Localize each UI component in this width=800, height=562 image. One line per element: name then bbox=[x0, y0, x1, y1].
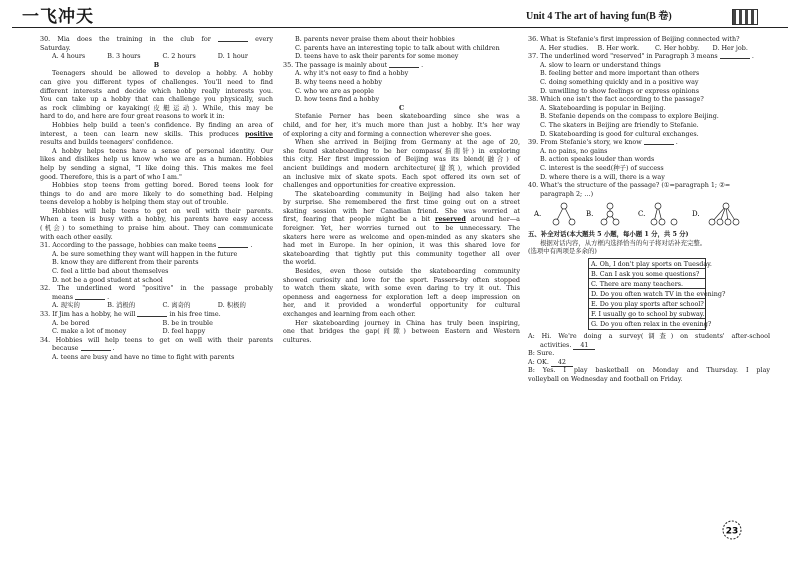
line-text: D. Skateboarding is good for cultural exchanges. bbox=[540, 129, 699, 138]
line-text: an inclusive mix of skate spots. Each spot offered its own set of bbox=[283, 172, 520, 181]
line-text: her, and it provided a wonderful opportunity for cultural bbox=[283, 301, 520, 310]
line-text: The skateboarding community in Beijing had also taken her bbox=[295, 189, 520, 198]
line-text: things to do and are more likely to do something bad. Helping bbox=[40, 189, 273, 198]
text-line bbox=[528, 181, 770, 190]
text-line bbox=[40, 173, 273, 182]
text-line bbox=[40, 336, 273, 345]
line-text: B: Yes. I play basketball on Monday and Thursday. I play bbox=[528, 366, 770, 375]
text-line bbox=[528, 155, 770, 164]
text-line bbox=[283, 69, 520, 78]
diagram-node bbox=[569, 219, 575, 225]
answer-blank bbox=[644, 138, 674, 145]
text-line bbox=[528, 35, 770, 44]
text-line bbox=[283, 336, 520, 345]
unit-title: Unit 4 The art of having fun(B 卷) bbox=[526, 11, 672, 22]
text-line bbox=[528, 130, 770, 139]
line-text: by surprise. She remembered the first time going out on a street bbox=[283, 198, 520, 207]
line-text: B. parents never praise them about their hobbies bbox=[295, 35, 455, 43]
line-text: Her skateboarding journey in China has truly been inspiring, bbox=[295, 318, 520, 327]
line-text: because bbox=[52, 344, 79, 353]
answer-blank bbox=[218, 241, 248, 248]
option-text: B. Her work. bbox=[597, 43, 639, 52]
structure-diagrams bbox=[528, 202, 770, 226]
line-text: good. Therefore, this is a part of who I am." bbox=[40, 172, 182, 181]
text-line bbox=[283, 207, 520, 216]
line-text: challenges and opportunities for creative expression. bbox=[283, 181, 456, 190]
text-line bbox=[283, 164, 520, 173]
line-text: D. how teens find a hobby bbox=[295, 95, 380, 104]
answer-blank bbox=[720, 52, 750, 59]
text-line bbox=[40, 78, 273, 87]
line-text: C bbox=[398, 103, 405, 112]
option-text: D. feel happy bbox=[162, 327, 206, 336]
text-line bbox=[528, 69, 770, 78]
diagram-node bbox=[607, 211, 613, 217]
answer-blank bbox=[81, 344, 111, 351]
line-text: foreigner. Yet, her worries turned out to be unnecessary. The bbox=[283, 224, 520, 233]
text-line bbox=[528, 349, 770, 358]
diagram-node bbox=[659, 219, 665, 225]
line-text: A: Hi. We're doing a survey(调查) on students' after-school bbox=[528, 332, 770, 341]
line-text: A hobby helps teens have a sense of personal identity. Our bbox=[52, 146, 273, 155]
text-line bbox=[528, 104, 770, 113]
text-line bbox=[40, 130, 273, 139]
checker-logo-icon bbox=[732, 9, 758, 25]
text-line bbox=[528, 164, 770, 173]
line-text: 35. The passage is mainly about bbox=[283, 60, 388, 69]
dialogue-option: F. I usually go to school by subway. bbox=[591, 310, 705, 319]
text-line bbox=[283, 112, 520, 121]
dialogue-option: E. Do you play sports after school? bbox=[591, 300, 704, 309]
text-line bbox=[283, 224, 520, 233]
line-text: Stefanie Perner has been skateboarding since she was a bbox=[295, 112, 520, 121]
line-text: 36. What is Stefanie's first impression of Beijing connected with? bbox=[528, 35, 740, 43]
text-line bbox=[283, 173, 520, 182]
line-text: as rock climbing or kayaking(皮艇运动). While, this may be bbox=[40, 103, 273, 112]
line-text: A. no pains, no gains bbox=[540, 146, 608, 155]
text-line bbox=[40, 147, 273, 156]
text-line bbox=[528, 247, 770, 256]
text-line bbox=[40, 344, 273, 353]
option-text: C. make a lot of money bbox=[52, 327, 127, 336]
text-line bbox=[283, 190, 520, 199]
line-text: A. why it's not easy to find a hobby bbox=[295, 69, 409, 78]
line-text: When she arrived in Beijing from Germany at the age of 20, bbox=[295, 138, 520, 147]
text-line bbox=[283, 78, 520, 87]
text-line bbox=[283, 327, 520, 336]
line-text: first, fearing that people might be a bit bbox=[283, 215, 431, 224]
option-row bbox=[40, 327, 273, 336]
dialogue-option: G. Do you often relax in the evening? bbox=[591, 320, 712, 329]
answer-number: 42 bbox=[551, 358, 573, 368]
text-line bbox=[283, 121, 520, 130]
option-text: C. 离奇的 bbox=[162, 301, 191, 310]
page-number-badge bbox=[718, 516, 746, 544]
text-line bbox=[40, 310, 273, 319]
text-line bbox=[528, 95, 770, 104]
diagram-node bbox=[561, 203, 567, 209]
text-line bbox=[283, 155, 520, 164]
text-line bbox=[528, 230, 770, 239]
text-line bbox=[528, 190, 770, 199]
line-text: can give you different types of challenges. You'll need to find bbox=[40, 77, 273, 86]
text-line bbox=[283, 198, 520, 207]
line-tail: every bbox=[255, 35, 273, 43]
text-line bbox=[283, 95, 520, 104]
answer-number: 41 bbox=[573, 341, 595, 351]
diagram-node bbox=[725, 219, 731, 225]
text-line bbox=[528, 52, 770, 61]
option-text: B. be in trouble bbox=[162, 318, 213, 327]
line-text: 五、补全对话(本大题共 5 小题，每小题 1 分，共 5 分) bbox=[528, 230, 689, 239]
option-text: B. 3 hours bbox=[107, 52, 141, 61]
text-line bbox=[283, 301, 520, 310]
dialogue-option: A. Oh, I don't play sports on Tuesday. bbox=[591, 260, 712, 269]
diagram-option-label: B. bbox=[586, 210, 594, 219]
line-text: 33. If Jim has a hobby, he will bbox=[40, 310, 136, 318]
text-line bbox=[283, 241, 520, 250]
text-line bbox=[283, 61, 520, 70]
line-text: B. feeling better and more important than others bbox=[540, 69, 700, 78]
line-tail: . bbox=[675, 138, 678, 147]
text-line bbox=[283, 104, 520, 113]
line-text: 34. Hobbies will help teens to get on well with their parents bbox=[40, 335, 273, 344]
text-line bbox=[40, 95, 273, 104]
option-text: D. 1 hour bbox=[217, 52, 248, 61]
line-text: C. parents have an interesting topic to talk about with children bbox=[295, 43, 500, 52]
line-text: 31. According to the passage, hobbies can make teens bbox=[40, 241, 217, 250]
line-text: C. interest is the seed(种子) of success bbox=[540, 163, 664, 172]
option-text: A. 现实的 bbox=[52, 301, 80, 310]
text-line bbox=[40, 138, 273, 147]
line-text: You can take up a hobby that can challenge you physically, such bbox=[40, 95, 273, 104]
answer-blank bbox=[218, 35, 248, 42]
line-text: B bbox=[153, 60, 160, 69]
text-line bbox=[40, 198, 273, 207]
diagram-node bbox=[607, 203, 613, 209]
text-line bbox=[528, 138, 770, 147]
line-tail: . bbox=[751, 52, 754, 61]
line-text: she found skateboarding to be her compass(指南针) in exploring bbox=[283, 146, 520, 155]
diagram-node bbox=[613, 219, 619, 225]
line-text: D. not be a good student at school bbox=[52, 275, 163, 284]
text-line bbox=[40, 284, 273, 293]
structure-diagram-svg bbox=[528, 202, 748, 226]
text-line bbox=[283, 52, 520, 61]
diagram-node bbox=[717, 219, 723, 225]
line-text: child, and for her, it's much more than just a hobby. It's her way bbox=[283, 120, 520, 129]
line-text: C. doing something quickly and in a positive way bbox=[540, 77, 699, 86]
text-line bbox=[40, 87, 273, 96]
option-text: D. Her job. bbox=[712, 43, 748, 52]
line-text: of exploring a city and forming a connection wherever she goes. bbox=[283, 129, 492, 138]
diagram-node bbox=[553, 219, 559, 225]
option-text: C. Her hobby. bbox=[655, 43, 700, 52]
text-line bbox=[40, 164, 273, 173]
text-line bbox=[528, 332, 770, 341]
diagram-node bbox=[723, 203, 729, 209]
line-text: Besides, even those outside the skateboarding community bbox=[295, 267, 520, 276]
line-text: C. The skaters in Beijing are friendly to Stefanie. bbox=[540, 120, 699, 129]
line-text: B: Sure. bbox=[528, 349, 555, 358]
text-line bbox=[528, 366, 770, 375]
line-text: Hobbies stop teens from getting bored. Bored teens look for bbox=[52, 181, 273, 190]
text-line bbox=[40, 121, 273, 130]
line-text: with each other easily. bbox=[40, 232, 113, 241]
line-text: means bbox=[52, 292, 74, 301]
column-right bbox=[528, 35, 770, 384]
text-line bbox=[528, 78, 770, 87]
line-tail: around her—a bbox=[470, 215, 520, 224]
text-line bbox=[40, 181, 273, 190]
line-text: this city. Her first impression of Beijing was its blend(融合) of bbox=[283, 155, 520, 164]
line-text: openness and eagerness for exploration left a deep impression on bbox=[283, 292, 520, 301]
text-line bbox=[283, 276, 520, 285]
diagram-option-label: D. bbox=[692, 210, 700, 219]
line-text: A. teens are busy and have no time to fight with parents bbox=[52, 352, 235, 361]
text-line bbox=[40, 267, 273, 276]
brand-logo: 一飞冲天 bbox=[22, 7, 94, 27]
line-text: D. teens have to ask their parents for some money bbox=[295, 52, 459, 61]
line-text: results and builds teenagers' confidence. bbox=[40, 138, 174, 147]
text-line bbox=[40, 44, 273, 53]
line-text: 40. What's the structure of the passage? (①=paragraph 1; ②= bbox=[528, 181, 731, 190]
text-line bbox=[283, 250, 520, 259]
line-text: A. Skateboarding is popular in Beijing. bbox=[540, 103, 666, 112]
line-text: A. slow to learn or understand things bbox=[540, 60, 661, 69]
option-text: A. be bored bbox=[52, 318, 90, 327]
dialogue-options-box bbox=[588, 258, 726, 330]
text-line bbox=[40, 69, 273, 78]
line-text: When a teen is busy with a hobby, his parents have easy access bbox=[40, 215, 273, 224]
line-tail: in his free time. bbox=[169, 310, 221, 318]
line-text: ancient buildings and modern architecture(建筑), which provided bbox=[283, 163, 520, 172]
option-text: A. 4 hours bbox=[52, 52, 86, 61]
line-text: 37. The underlined word "reserved" in Paragraph 3 means bbox=[528, 52, 718, 61]
diagram-node bbox=[709, 219, 715, 225]
text-line bbox=[528, 375, 770, 384]
line-text: activities. bbox=[540, 340, 572, 349]
underlined-word: positive bbox=[245, 129, 273, 138]
diagram-node bbox=[733, 219, 739, 225]
page-header bbox=[8, 6, 792, 28]
option-text: D. 积极的 bbox=[217, 301, 246, 310]
text-line bbox=[283, 319, 520, 328]
text-line bbox=[528, 61, 770, 70]
page-number: 23 bbox=[725, 526, 739, 537]
line-text: B. action speaks louder than words bbox=[540, 155, 655, 164]
text-line bbox=[40, 215, 273, 224]
line-text: one that bridges the gap(间隙) between Eastern and Western bbox=[283, 327, 520, 336]
diagram-option-label: C. bbox=[638, 210, 646, 219]
text-line bbox=[40, 353, 273, 362]
text-line bbox=[283, 35, 520, 44]
text-line bbox=[40, 241, 273, 250]
header-divider bbox=[12, 27, 788, 28]
text-line bbox=[40, 155, 273, 164]
line-text: 根据对话内容，从方框内选择恰当的句子将对话补充完整。 bbox=[540, 238, 707, 247]
line-text: Hobbies will help teens to get on well with their parents. bbox=[52, 206, 273, 215]
dialogue-option: B. Can I ask you some questions? bbox=[589, 269, 705, 279]
text-line bbox=[283, 44, 520, 53]
text-line bbox=[528, 147, 770, 156]
option-row bbox=[40, 319, 273, 328]
underlined-word: reserved bbox=[435, 215, 466, 224]
text-line bbox=[283, 310, 520, 319]
line-text: A. be sure something they want will happen in the future bbox=[52, 249, 238, 258]
line-text: 39. From Stefanie's story, we know bbox=[528, 138, 642, 147]
line-text: different interests and decide which hobby really interests you. bbox=[40, 86, 273, 95]
text-line bbox=[40, 276, 273, 285]
text-line bbox=[283, 258, 520, 267]
line-text: help by sending a signal, "I like doing this. This makes me feel bbox=[40, 163, 273, 172]
text-line bbox=[528, 87, 770, 96]
text-line bbox=[283, 233, 520, 242]
line-text: teens develop a hobby is helping them stay out of trouble. bbox=[40, 198, 229, 207]
line-text: hard to do, and here are four great reasons to work it in: bbox=[40, 112, 225, 121]
line-text: volleyball on Wednesday and football on Friday. bbox=[528, 375, 683, 384]
line-text: had met in Europe. In her opinion, it was this shared love for bbox=[283, 241, 520, 250]
text-line bbox=[528, 358, 770, 367]
text-line bbox=[40, 258, 273, 267]
text-line bbox=[283, 130, 520, 139]
diagram-option-label: A. bbox=[534, 210, 542, 219]
text-line bbox=[40, 207, 273, 216]
diagram-node bbox=[655, 203, 661, 209]
line-text: likes and dislikes help us know who we are as a human. Hobbies bbox=[40, 155, 273, 164]
text-line bbox=[40, 104, 273, 113]
text-line bbox=[40, 112, 273, 121]
option-row bbox=[528, 44, 770, 53]
line-tail: . bbox=[421, 60, 424, 69]
text-line bbox=[283, 215, 520, 224]
line-text: D. unwilling to show feelings or express opinions bbox=[540, 86, 700, 95]
line-text: B. Stefanie depends on the compass to explore Beijing. bbox=[540, 112, 719, 121]
option-text: A. Her studies. bbox=[540, 43, 589, 52]
line-text: (选项中有两项是多余的) bbox=[528, 247, 597, 256]
text-line bbox=[283, 284, 520, 293]
line-text: exchanges and learning from each other. bbox=[283, 310, 416, 318]
line-text: D. where there is a will, there is a way bbox=[540, 172, 665, 181]
line-text: 32. The underlined word "positive" in the passage probably bbox=[40, 284, 273, 293]
text-line bbox=[40, 61, 273, 70]
column-middle bbox=[283, 35, 520, 344]
line-text: skateboarding that tightly put this community together all over bbox=[283, 249, 520, 258]
line-tail: . bbox=[107, 292, 110, 301]
line-text: A: OK. bbox=[528, 357, 549, 366]
text-line bbox=[40, 35, 273, 44]
text-line bbox=[528, 121, 770, 130]
line-tail: . bbox=[112, 344, 115, 353]
option-text: B. 消极的 bbox=[107, 301, 136, 310]
text-line bbox=[283, 138, 520, 147]
text-line bbox=[528, 112, 770, 121]
line-text: cultures. bbox=[283, 335, 312, 344]
diagram-node bbox=[671, 219, 677, 225]
line-text: Teenagers should be allowed to develop a hobby. A hobby bbox=[52, 69, 273, 78]
text-line bbox=[40, 250, 273, 259]
option-row bbox=[40, 52, 273, 61]
text-line bbox=[40, 224, 273, 233]
line-text: skating session with her Canadian friend. She was worried at bbox=[283, 206, 520, 215]
text-line bbox=[283, 87, 520, 96]
line-text: the world. bbox=[283, 258, 317, 267]
option-row bbox=[40, 301, 273, 310]
answer-blank bbox=[75, 293, 105, 300]
line-text: C. who we are as people bbox=[295, 86, 374, 95]
line-text: B. why teens need a hobby bbox=[295, 77, 382, 86]
line-text: 30. Mia does the training in the club for bbox=[40, 35, 211, 43]
line-text: paragraph 2; …) bbox=[540, 189, 594, 198]
text-line bbox=[528, 173, 770, 182]
text-line bbox=[283, 267, 520, 276]
line-text: showed curiosity and love for the sport. Passers-by often stopped bbox=[283, 275, 520, 284]
line-text: 38. Which one isn't the fact according to the passage? bbox=[528, 95, 704, 104]
diagram-node bbox=[601, 219, 607, 225]
column-left bbox=[40, 35, 273, 362]
line-text: (机会) to something to praise him about. They can communicate bbox=[40, 224, 273, 233]
option-text: C. 2 hours bbox=[162, 52, 196, 61]
line-text: interest, a teen can learn new skills. This produces bbox=[40, 129, 239, 138]
line-text: skaters here were as welcome and open-minded as any skaters she bbox=[283, 232, 520, 241]
dialogue-option: D. Do you often watch TV in the evening? bbox=[591, 290, 726, 299]
line-text: B. know they are different from their parents bbox=[52, 258, 199, 267]
line-text: Saturday. bbox=[40, 43, 71, 52]
answer-blank bbox=[137, 310, 167, 317]
line-tail: . bbox=[250, 241, 253, 250]
line-text: Hobbies help build a teen's confidence. By finding an area of bbox=[52, 120, 273, 129]
text-line bbox=[283, 293, 520, 302]
line-text: C. feel a little bad about themselves bbox=[52, 267, 169, 276]
text-line bbox=[40, 233, 273, 242]
line-text: to watch them skate, with some even daring to try it out. This bbox=[283, 284, 520, 293]
diagram-node bbox=[651, 219, 657, 225]
text-line bbox=[40, 190, 273, 199]
dialogue-option: C. There are many teachers. bbox=[589, 279, 705, 289]
answer-blank bbox=[389, 61, 419, 68]
text-line bbox=[528, 341, 770, 350]
text-line bbox=[283, 181, 520, 190]
